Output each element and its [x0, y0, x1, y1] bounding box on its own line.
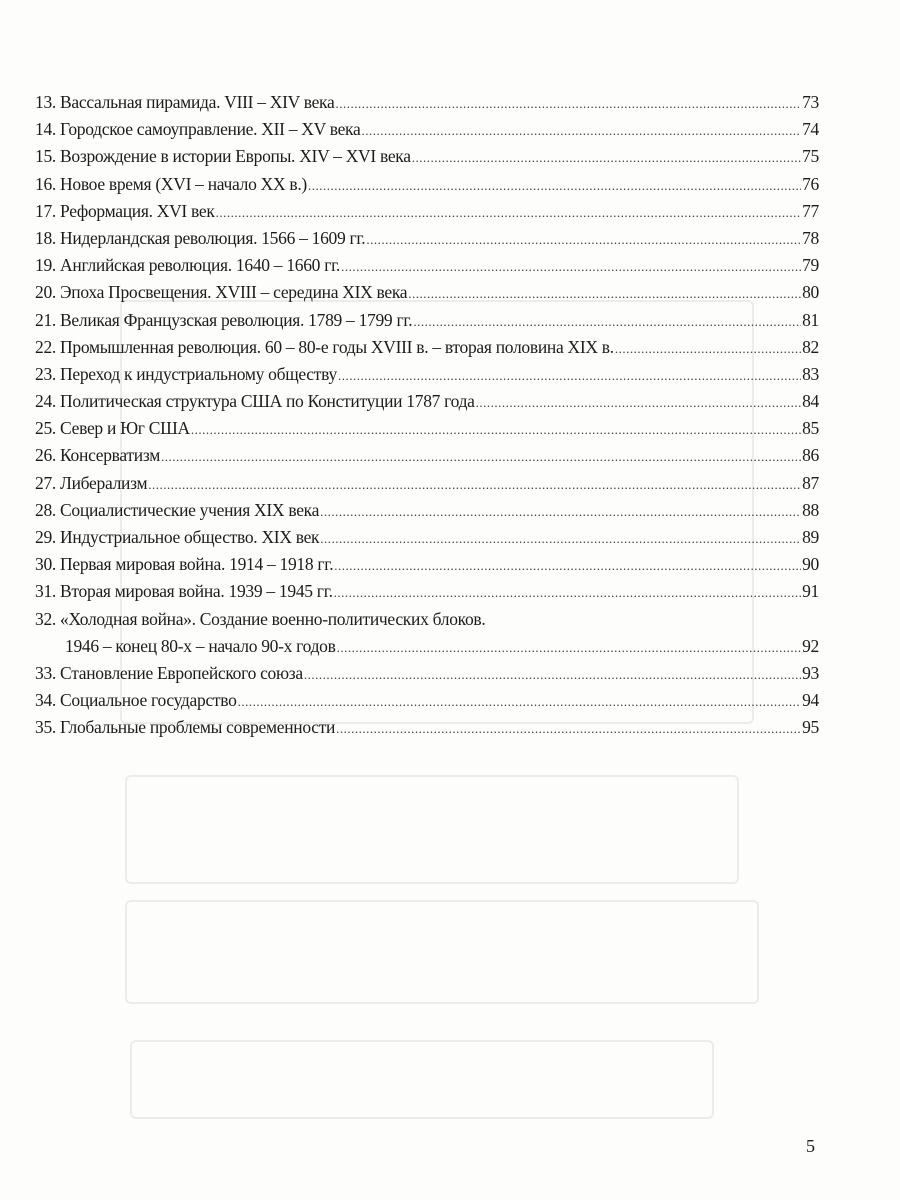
toc-entry-title: 18. Нидерландская революция. 1566 – 1609 гг. [35, 227, 366, 248]
table-of-contents [35, 92, 819, 745]
toc-entry-title: 16. Новое время (XVI – начало XX в.) [35, 173, 307, 194]
toc-entry-page: 89 [802, 527, 819, 547]
dot-leader [412, 150, 801, 166]
toc-entry-title: 27. Либерализм [35, 472, 148, 493]
toc-entry [35, 663, 819, 690]
toc-entry-page: 83 [802, 363, 819, 384]
toc-entry-page: 80 [802, 282, 819, 303]
toc-entry-title: 14. Городское самоуправление. XII – XV века [35, 119, 361, 140]
toc-entry [35, 690, 819, 717]
toc-entry [35, 581, 819, 608]
toc-entry-page: 88 [802, 499, 819, 520]
dot-leader [216, 205, 802, 221]
toc-entry-page: 74 [802, 119, 819, 140]
toc-entry [35, 255, 819, 282]
toc-entry-page: 73 [802, 92, 819, 112]
dot-leader [335, 96, 801, 112]
dot-leader [320, 504, 801, 520]
dot-leader [337, 640, 802, 656]
dot-leader [161, 449, 801, 465]
dot-leader [238, 694, 802, 710]
toc-entry-page: 82 [802, 336, 819, 357]
toc-entry-title: 13. Вассальная пирамида. VIII – XIV века [35, 92, 335, 112]
toc-entry-page: 91 [802, 581, 819, 602]
toc-entry-title: 32. «Холодная война». Создание военно-политических блоков. [35, 608, 486, 629]
toc-entry-title: 30. Первая мировая война. 1914 – 1918 гг. [35, 554, 334, 575]
bleed-through-box [125, 900, 759, 1004]
toc-entry-title: 22. Промышленная революция. 60 – 80-е годы XVIII в. – вторая половина XIX в. [35, 336, 614, 357]
toc-entry-page: 86 [802, 445, 819, 466]
toc-entry [35, 119, 819, 146]
toc-entry [35, 527, 819, 554]
toc-entry-page: 95 [802, 717, 819, 738]
toc-entry-title: 25. Север и Юг США [35, 418, 190, 439]
toc-entry [35, 554, 819, 581]
toc-entry-title: 21. Великая Французская революция. 1789 – 1799 гг. [35, 309, 413, 330]
toc-entry [35, 337, 819, 364]
toc-entry-title: 17. Реформация. XVI век [35, 200, 215, 221]
toc-entry [35, 282, 819, 309]
toc-entry-page: 92 [802, 635, 819, 656]
toc-entry [35, 146, 819, 173]
toc-entry-title: 28. Социалистические учения XIX века [35, 499, 320, 520]
toc-entry-title: 29. Индустриальное общество. XIX век [35, 527, 320, 547]
dot-leader [304, 667, 801, 683]
toc-entry-title: 26. Консерватизм [35, 445, 160, 466]
toc-entry [35, 174, 819, 201]
toc-entry-title: 31. Вторая мировая война. 1939 – 1945 гг. [35, 581, 333, 602]
toc-entry [35, 364, 819, 391]
toc-entry-page: 90 [802, 554, 819, 575]
dot-leader [341, 259, 801, 275]
toc-entry [35, 500, 819, 527]
toc-entry [35, 473, 819, 500]
toc-entry [35, 391, 819, 418]
toc-entry-page: 78 [802, 227, 819, 248]
dot-leader [413, 314, 801, 330]
dot-leader [476, 395, 801, 411]
toc-entry [35, 418, 819, 445]
toc-entry [35, 609, 819, 636]
toc-entry [35, 92, 819, 119]
page-number: 5 [806, 1136, 815, 1156]
toc-entry-page: 75 [802, 146, 819, 167]
dot-leader [361, 123, 801, 139]
toc-entry-page: 84 [802, 391, 819, 412]
dot-leader [334, 558, 801, 574]
toc-entry-page: 76 [802, 173, 819, 194]
toc-entry-page: 94 [802, 690, 819, 711]
toc-entry-title: 34. Социальное государство [35, 690, 237, 711]
toc-entry [35, 445, 819, 472]
dot-leader [308, 178, 801, 194]
dot-leader [615, 341, 801, 357]
toc-entry-page: 79 [802, 255, 819, 276]
toc-entry-title: 35. Глобальные проблемы современности [35, 717, 336, 738]
toc-entry [35, 201, 819, 228]
toc-entry-page: 85 [802, 418, 819, 439]
toc-entry [35, 717, 819, 744]
toc-entry-page: 93 [802, 662, 819, 683]
dot-leader [366, 232, 801, 248]
dot-leader [408, 286, 801, 302]
dot-leader [320, 531, 801, 547]
bleed-through-box [130, 1040, 714, 1119]
toc-entry-page: 87 [802, 472, 819, 493]
dot-leader [191, 422, 801, 438]
toc-entry-title: 15. Возрождение в истории Европы. XIV – XVI века [35, 146, 411, 167]
toc-entry-title: 19. Английская революция. 1640 – 1660 гг. [35, 255, 341, 276]
toc-entry-title: 33. Становление Европейского союза [35, 662, 303, 683]
dot-leader [148, 477, 801, 493]
dot-leader [336, 721, 801, 737]
toc-entry-page: 81 [802, 309, 819, 330]
bleed-through-box [125, 775, 739, 884]
dot-leader [334, 585, 801, 601]
toc-entry-title: 1946 – конец 80-х – начало 90-х годов [65, 635, 336, 656]
toc-entry [35, 310, 819, 337]
toc-entry-title: 23. Переход к индустриальному обществу [35, 363, 337, 384]
dot-leader [338, 368, 801, 384]
toc-entry-title: 24. Политическая структура США по Конституции 1787 года [35, 391, 475, 412]
toc-entry-title: 20. Эпоха Просвещения. XVIII – середина XIX века [35, 282, 408, 303]
toc-entry [35, 636, 819, 663]
toc-entry [35, 228, 819, 255]
toc-entry-page: 77 [802, 200, 819, 221]
